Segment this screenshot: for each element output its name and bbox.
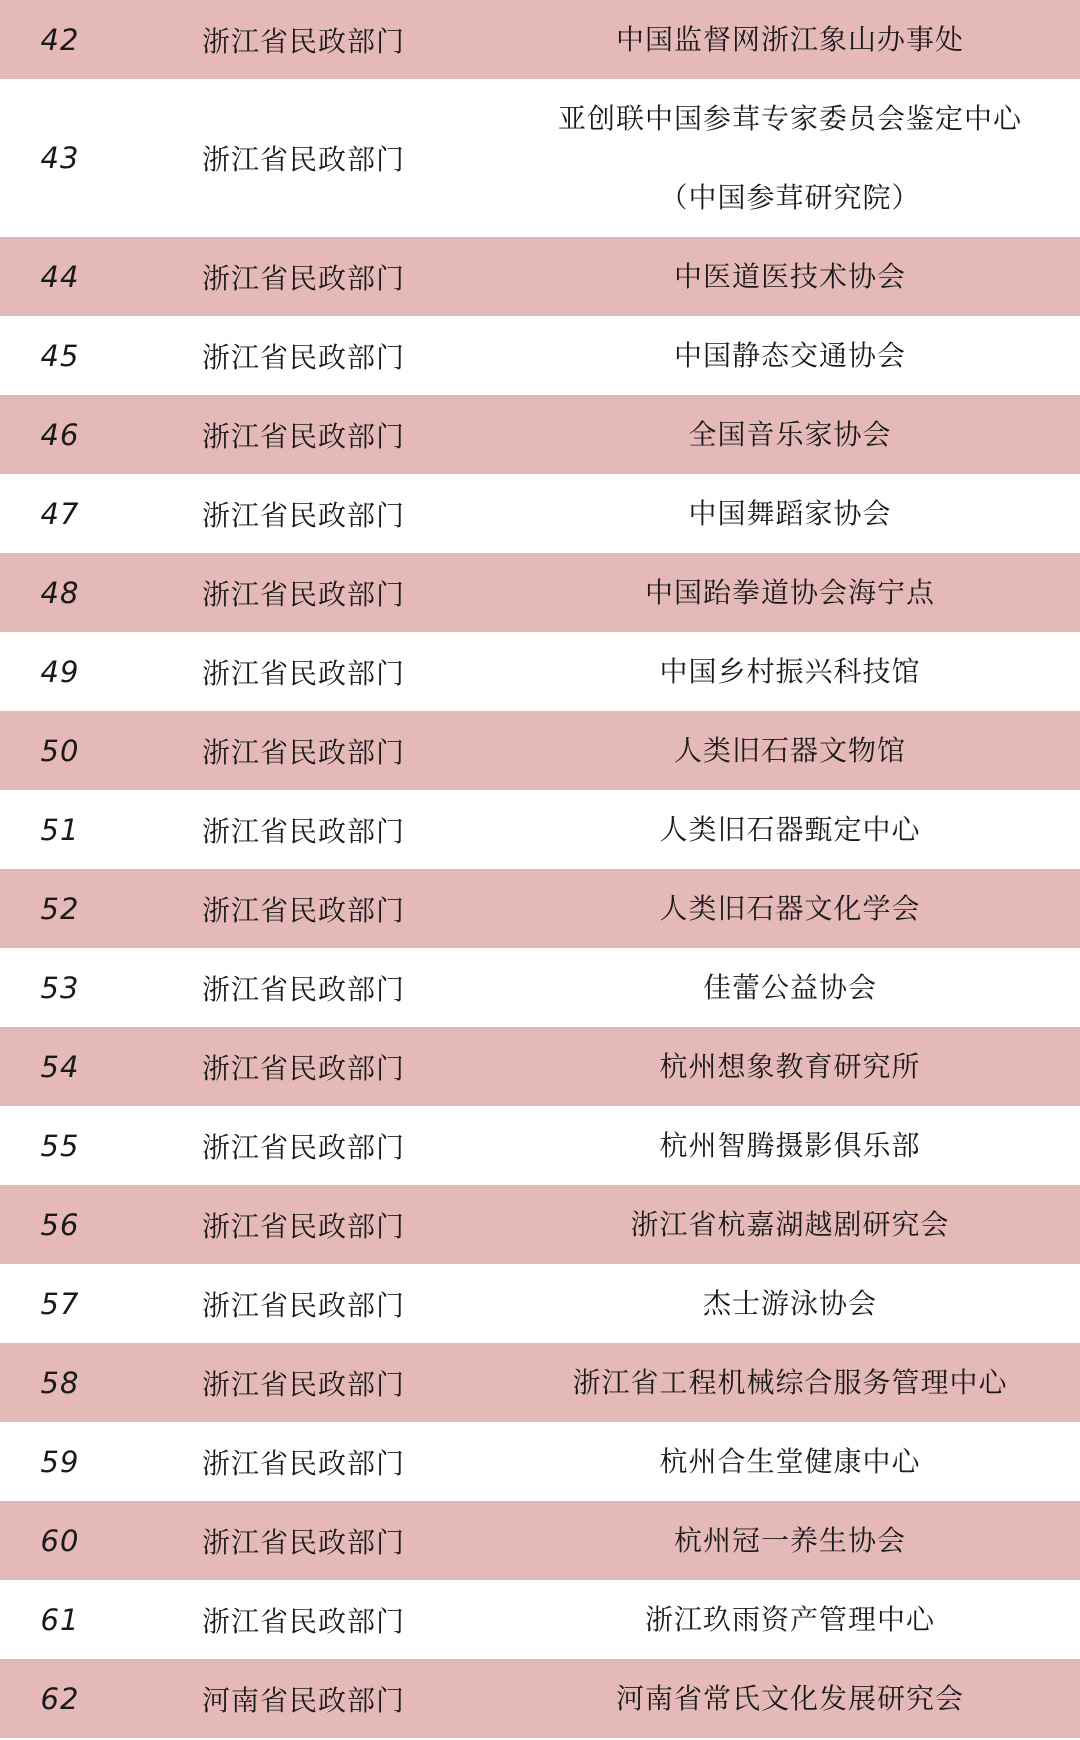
department-cell: 浙江省民政部门 [202, 340, 406, 374]
organization-name-line: 中国跆拳道协会海宁点 [644, 576, 935, 609]
organization-cell [500, 1106, 1080, 1185]
department-cell: 浙江省民政部门 [202, 1367, 406, 1401]
table-row [0, 632, 1080, 711]
organization-cell [500, 948, 1080, 1027]
row-number: 55 [40, 1128, 80, 1163]
row-number: 51 [40, 812, 80, 847]
table-row [0, 1264, 1080, 1343]
department-cell: 浙江省民政部门 [202, 577, 406, 611]
row-number: 58 [40, 1365, 80, 1400]
department-cell: 浙江省民政部门 [202, 1288, 406, 1322]
table-row [0, 79, 1080, 237]
organization-name-line: 人类旧石器甄定中心 [659, 813, 921, 846]
organization-name-line: 杰士游泳协会 [702, 1287, 877, 1320]
department-cell: 浙江省民政部门 [202, 893, 406, 927]
organization-name-line: 浙江玖雨资产管理中心 [644, 1603, 935, 1636]
organization-name-line: 杭州智腾摄影俱乐部 [659, 1129, 921, 1162]
organization-cell [500, 237, 1080, 316]
organization-name-line: 杭州合生堂健康中心 [659, 1445, 921, 1478]
department-cell: 浙江省民政部门 [202, 656, 406, 690]
row-number: 59 [40, 1444, 80, 1479]
department-cell: 浙江省民政部门 [202, 735, 406, 769]
row-number: 60 [40, 1523, 80, 1558]
table-row [0, 1185, 1080, 1264]
organization-cell [500, 632, 1080, 711]
organization-cell [500, 553, 1080, 632]
department-cell: 浙江省民政部门 [202, 24, 406, 58]
table-row [0, 1501, 1080, 1580]
organization-name-line: 亚创联中国参茸专家委员会鉴定中心 [557, 102, 1022, 135]
organization-cell [500, 1422, 1080, 1501]
department-cell: 浙江省民政部门 [202, 1446, 406, 1480]
row-number: 44 [40, 259, 80, 294]
department-cell: 浙江省民政部门 [202, 498, 406, 532]
organization-name-line: 佳蕾公益协会 [702, 971, 877, 1004]
organization-cell [500, 711, 1080, 790]
organization-name-line: 浙江省杭嘉湖越剧研究会 [630, 1208, 950, 1241]
department-cell: 浙江省民政部门 [202, 814, 406, 848]
department-cell: 浙江省民政部门 [202, 1604, 406, 1638]
organization-name-line: 中国舞蹈家协会 [688, 497, 892, 530]
organization-cell [500, 1343, 1080, 1422]
row-number: 61 [40, 1602, 80, 1637]
table-row [0, 553, 1080, 632]
organization-cell [500, 474, 1080, 553]
row-number: 54 [40, 1049, 80, 1084]
table-row [0, 1106, 1080, 1185]
organization-name-line: 人类旧石器文化学会 [659, 892, 921, 925]
organization-cell [500, 1264, 1080, 1343]
organization-cell [500, 869, 1080, 948]
row-number: 53 [40, 970, 80, 1005]
organization-name-line: 人类旧石器文物馆 [673, 734, 906, 767]
row-number: 47 [40, 496, 80, 531]
organization-cell [500, 1185, 1080, 1264]
organization-cell [500, 0, 1080, 79]
organization-name-line: 杭州想象教育研究所 [659, 1050, 921, 1083]
table-row [0, 316, 1080, 395]
table-row [0, 1659, 1080, 1738]
table-row [0, 1343, 1080, 1422]
organization-name-line: 中国监督网浙江象山办事处 [615, 23, 964, 56]
department-cell: 浙江省民政部门 [202, 972, 406, 1006]
department-cell: 浙江省民政部门 [202, 1130, 406, 1164]
row-number: 57 [40, 1286, 80, 1321]
table-row [0, 1422, 1080, 1501]
department-cell: 河南省民政部门 [202, 1683, 406, 1717]
organization-cell [500, 1501, 1080, 1580]
organization-name-line: 浙江省工程机械综合服务管理中心 [572, 1366, 1008, 1399]
table-row [0, 711, 1080, 790]
organization-name-line: 中国静态交通协会 [673, 339, 906, 372]
row-number: 49 [40, 654, 80, 689]
table-row [0, 474, 1080, 553]
department-cell: 浙江省民政部门 [202, 261, 406, 295]
organization-cell [500, 790, 1080, 869]
organization-name-line: 杭州冠一养生协会 [673, 1524, 906, 1557]
table-row [0, 0, 1080, 79]
organization-name-line: 中医道医技术协会 [673, 260, 906, 293]
organization-name-line: （中国参茸研究院） [659, 181, 921, 214]
organization-name-line: 全国音乐家协会 [688, 418, 892, 451]
organization-cell [500, 395, 1080, 474]
organization-cell [500, 1659, 1080, 1738]
table-row [0, 1027, 1080, 1106]
row-number: 45 [40, 338, 80, 373]
row-number: 62 [40, 1681, 80, 1716]
table-row [0, 1580, 1080, 1659]
table-row [0, 869, 1080, 948]
row-number: 48 [40, 575, 80, 610]
row-number: 50 [40, 733, 80, 768]
department-cell: 浙江省民政部门 [202, 1525, 406, 1559]
row-number: 56 [40, 1207, 80, 1242]
row-number: 42 [40, 22, 80, 57]
organization-name-line: 中国乡村振兴科技馆 [659, 655, 921, 688]
organization-cell [500, 1580, 1080, 1659]
department-cell: 浙江省民政部门 [202, 1209, 406, 1243]
row-number: 46 [40, 417, 80, 452]
row-number: 52 [40, 891, 80, 926]
row-number: 43 [40, 141, 80, 175]
department-cell: 浙江省民政部门 [202, 143, 406, 176]
organization-cell [500, 316, 1080, 395]
organization-cell [500, 79, 1080, 237]
department-cell: 浙江省民政部门 [202, 1051, 406, 1085]
table-row [0, 395, 1080, 474]
department-cell: 浙江省民政部门 [202, 419, 406, 453]
organization-name-line: 河南省常氏文化发展研究会 [615, 1682, 964, 1715]
table-row [0, 237, 1080, 316]
organization-cell [500, 1027, 1080, 1106]
table-row [0, 948, 1080, 1027]
table-row [0, 790, 1080, 869]
